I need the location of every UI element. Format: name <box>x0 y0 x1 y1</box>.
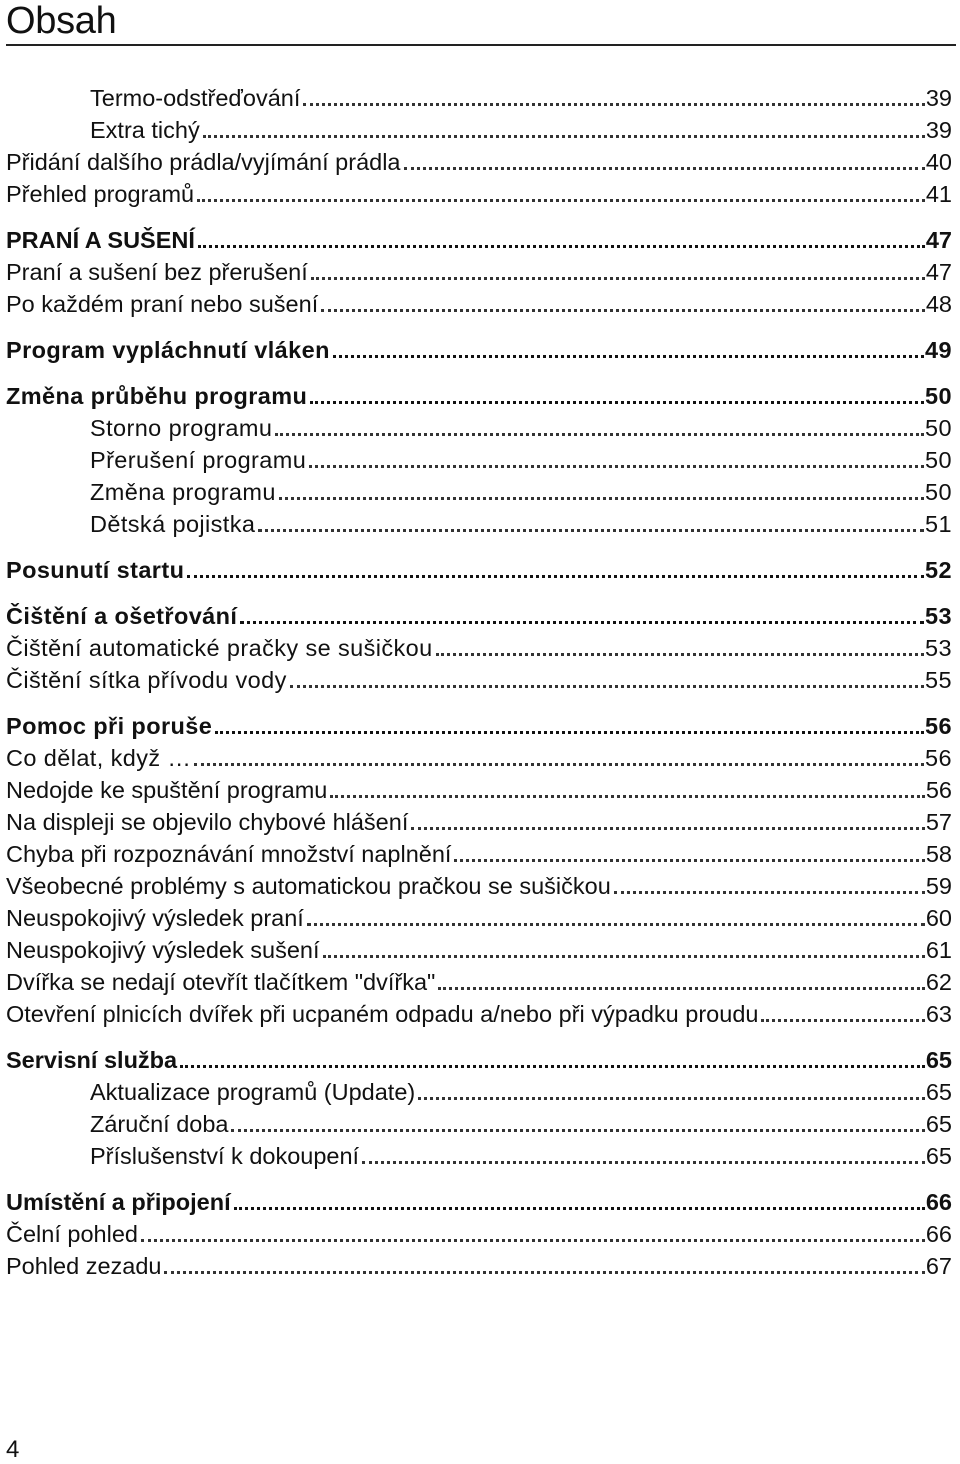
toc-dot-leader <box>164 1271 924 1274</box>
toc-entry-page: 50 <box>925 479 952 505</box>
toc-entry <box>0 225 952 255</box>
toc-entry-page: 50 <box>925 383 952 409</box>
toc-dot-leader <box>411 827 925 830</box>
toc-entry-label: Termo-odstřeďování <box>90 85 301 111</box>
toc-entry <box>0 1219 952 1249</box>
toc-entry-label: Posunutí startu <box>6 557 185 583</box>
toc-dot-leader <box>197 199 925 202</box>
toc-entry <box>0 1187 952 1217</box>
toc-entry-page: 67 <box>925 1253 952 1279</box>
toc-entry-label: Nedojde ke spuštění programu <box>6 777 328 803</box>
toc-entry <box>0 83 952 113</box>
toc-dot-leader <box>614 891 925 894</box>
toc-entry-label: Pomoc při poruše <box>6 713 213 739</box>
toc-entry-page: 56 <box>925 713 952 739</box>
toc-entry <box>0 665 952 695</box>
toc-dot-leader <box>234 1207 925 1210</box>
toc-entry <box>0 1109 952 1139</box>
toc-dot-leader <box>231 1129 924 1132</box>
toc-entry-label: Servisní služba <box>6 1047 178 1073</box>
toc-entry-label: Přidání dalšího prádla/vyjímání prádla <box>6 149 401 175</box>
toc-entry-label: Program vypláchnutí vláken <box>6 337 330 363</box>
toc-entry-label: Pohled zezadu <box>6 1253 162 1279</box>
toc-entry-label: Čištění automatické pračky se sušičkou <box>6 635 433 661</box>
toc-entry <box>0 935 952 965</box>
toc-entry <box>0 807 952 837</box>
toc-entry <box>0 477 952 507</box>
toc-entry-page: 48 <box>925 291 952 317</box>
toc-entry-page: 65 <box>925 1079 952 1105</box>
toc-entry-page: 39 <box>925 117 952 143</box>
toc-entry-page: 57 <box>925 809 952 835</box>
toc-entry <box>0 743 952 773</box>
toc-entry-label: Dětská pojistka <box>90 511 256 537</box>
toc-dot-leader <box>198 245 925 248</box>
toc-entry <box>0 1045 952 1075</box>
toc-entry-label: Změna programu <box>90 479 276 505</box>
page-number: 4 <box>6 1436 20 1463</box>
toc-entry-page: 56 <box>925 745 952 771</box>
toc-entry-page: 53 <box>925 603 952 629</box>
toc-entry <box>0 413 952 443</box>
toc-entry-label: Změna průběhu programu <box>6 383 308 409</box>
toc-entry-label: Umístění a připojení <box>6 1189 231 1215</box>
toc-entry-page: 39 <box>925 85 952 111</box>
toc-entry-label: Přehled programů <box>6 181 195 207</box>
toc-entry-label: Dvířka se nedají otevřít tlačítkem "dvířka" <box>6 969 436 995</box>
toc-entry-label: Neuspokojivý výsledek praní <box>6 905 304 931</box>
toc-entry-page: 58 <box>925 841 952 867</box>
toc-entry <box>0 289 952 319</box>
toc-dot-leader <box>290 685 924 688</box>
toc-entry-page: 51 <box>925 511 952 537</box>
toc-entry <box>0 555 952 585</box>
toc-dot-leader <box>330 795 925 798</box>
toc-entry-page: 49 <box>925 337 952 363</box>
toc-entry-page: 53 <box>925 635 952 661</box>
toc-dot-leader <box>309 465 924 468</box>
toc-entry-label: Po každém praní nebo sušení <box>6 291 319 317</box>
toc-entry-page: 59 <box>925 873 952 899</box>
toc-entry-label: Otevření plnicích dvířek při ucpaném odpadu a/nebo při výpadku proudu <box>6 1001 759 1027</box>
toc-dot-leader <box>307 923 925 926</box>
toc-dot-leader <box>333 355 924 358</box>
toc-dot-leader <box>203 135 925 138</box>
toc-entry <box>0 257 952 287</box>
toc-entry <box>0 967 952 997</box>
toc-entry-page: 55 <box>925 667 952 693</box>
toc-entry-page: 65 <box>925 1111 952 1137</box>
page-title: Obsah <box>6 0 117 42</box>
toc-dot-leader <box>240 621 924 624</box>
toc-entry <box>0 509 952 539</box>
toc-entry-label: Extra tichý <box>90 117 200 143</box>
toc-entry <box>0 633 952 663</box>
toc-dot-leader <box>310 401 924 404</box>
toc-entry-page: 47 <box>925 259 952 285</box>
toc-entry-page: 50 <box>925 447 952 473</box>
toc-dot-leader <box>418 1097 925 1100</box>
toc-entry <box>0 839 952 869</box>
toc-entry <box>0 711 952 741</box>
toc-entry <box>0 601 952 631</box>
toc-entry-label: Čelní pohled <box>6 1221 138 1247</box>
toc-entry-page: 63 <box>925 1001 952 1027</box>
toc-entry <box>0 775 952 805</box>
toc-dot-leader <box>321 309 925 312</box>
toc-entry-label: Záruční doba <box>90 1111 229 1137</box>
toc-dot-leader <box>258 529 924 532</box>
toc-entry-page: 60 <box>925 905 952 931</box>
toc-entry-label: Neuspokojivý výsledek sušení <box>6 937 320 963</box>
toc-dot-leader <box>311 277 925 280</box>
toc-entry <box>0 1077 952 1107</box>
toc-entry-page: 52 <box>925 557 952 583</box>
toc-dot-leader <box>180 1065 925 1068</box>
toc-entry <box>0 381 952 411</box>
toc-entry-page: 65 <box>925 1047 952 1073</box>
toc-entry-page: 41 <box>925 181 952 207</box>
toc-entry-page: 61 <box>925 937 952 963</box>
toc-entry-label: Chyba při rozpoznávání množství naplnění <box>6 841 452 867</box>
toc-dot-leader <box>187 575 924 578</box>
toc-entry <box>0 115 952 145</box>
toc-dot-leader <box>279 497 924 500</box>
toc-dot-leader <box>215 731 924 734</box>
toc-entry <box>0 335 952 365</box>
toc-entry-label: Aktualizace programů (Update) <box>90 1079 416 1105</box>
toc-entry <box>0 1251 952 1281</box>
toc-entry <box>0 445 952 475</box>
toc-dot-leader <box>436 653 924 656</box>
toc-entry-label: Čištění a ošetřování <box>6 603 238 629</box>
toc-entry <box>0 999 952 1029</box>
toc-entry <box>0 903 952 933</box>
toc-entry-label: Praní a sušení bez přerušení <box>6 259 308 285</box>
toc-entry-page: 56 <box>925 777 952 803</box>
toc-entry-label: Čištění sítka přívodu vody <box>6 667 287 693</box>
toc-entry <box>0 147 952 177</box>
toc-dot-leader <box>438 987 924 990</box>
toc-dot-leader <box>303 103 924 106</box>
toc-entry <box>0 871 952 901</box>
toc-entry-label: Co dělat, když … <box>6 745 192 771</box>
toc-dot-leader <box>761 1019 924 1022</box>
toc-entry-label: Přerušení programu <box>90 447 307 473</box>
toc-dot-leader <box>454 859 924 862</box>
toc-dot-leader <box>141 1239 925 1242</box>
toc-entry-page: 65 <box>925 1143 952 1169</box>
toc-entry-page: 50 <box>925 415 952 441</box>
toc-entry-page: 66 <box>925 1189 952 1215</box>
toc-entry-label: Storno programu <box>90 415 273 441</box>
toc-entry-label: PRANÍ A SUŠENÍ <box>6 227 195 253</box>
toc-entry-page: 66 <box>925 1221 952 1247</box>
toc-entry-label: Všeobecné problémy s automatickou pračkou se sušičkou <box>6 873 611 899</box>
toc-dot-leader <box>323 955 925 958</box>
toc-entry <box>0 179 952 209</box>
toc-dot-leader <box>404 167 925 170</box>
toc-entry-page: 62 <box>925 969 952 995</box>
toc-dot-leader <box>194 763 924 766</box>
toc-entry-label: Příslušenství k dokoupení <box>90 1143 360 1169</box>
toc-dot-leader <box>362 1161 925 1164</box>
toc-entry <box>0 1141 952 1171</box>
toc-entry-page: 40 <box>925 149 952 175</box>
toc-entry-label: Na displeji se objevilo chybové hlášení <box>6 809 409 835</box>
toc-entry-page: 47 <box>925 227 952 253</box>
toc-dot-leader <box>275 433 924 436</box>
